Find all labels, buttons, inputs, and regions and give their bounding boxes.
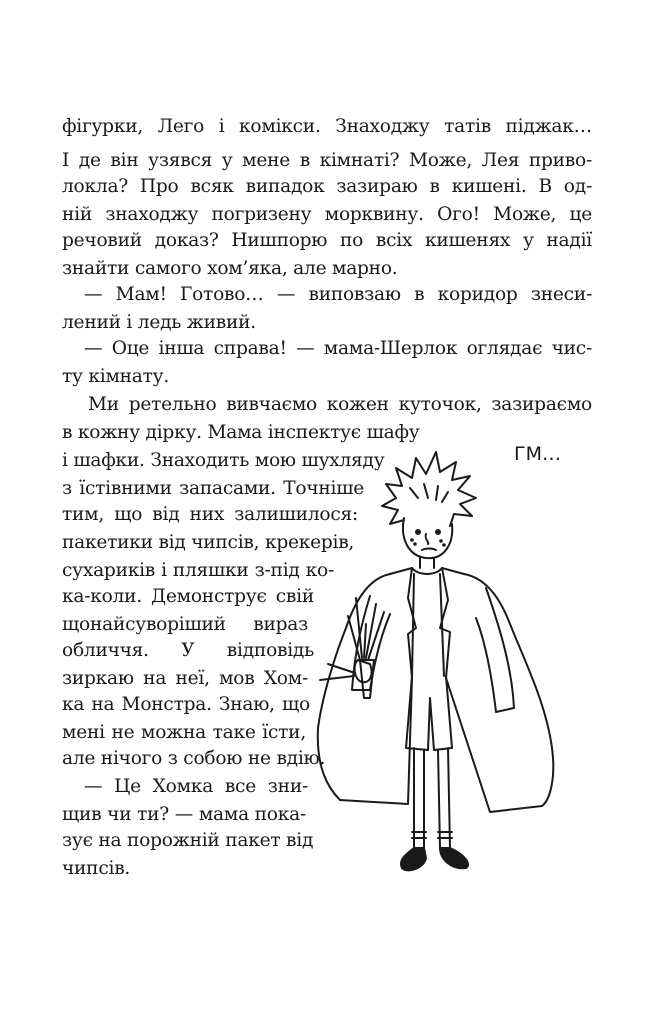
text-line: в кожну дірку. Мама інспектує шафу xyxy=(62,422,420,443)
text-line: обличчя. У відповідь xyxy=(62,640,314,661)
text-line: локла? Про всяк випадок зазираю в кишені. В од- xyxy=(62,176,592,197)
text-line: зує на порожній пакет від xyxy=(62,830,314,851)
text-line: щив чи ти? — мама пока- xyxy=(62,804,306,825)
text-line: зиркаю на неї, мов Хом- xyxy=(62,668,308,689)
text-line: і шафки. Знаходить мою шухляду xyxy=(62,450,385,471)
text-line: І де він узявся у мене в кімнаті? Може, Лея приво- xyxy=(62,150,592,171)
text-line: ка на Монстра. Знаю, що xyxy=(62,694,310,715)
text-line: пакетики від чипсів, крекерів, xyxy=(62,532,355,553)
text-line: тим, що від них залишилося: xyxy=(62,504,358,525)
text-line: Ми ретельно вивчаємо кожен куточок, зазираємо xyxy=(88,394,592,415)
text-line: ка-коли. Демонструє свій xyxy=(62,586,314,607)
text-line: знайти самого хом’яка, але марно. xyxy=(62,258,398,279)
text-line: сухариків і пляшки з-під ко- xyxy=(62,560,334,581)
text-line: — Це Хомка все зни- xyxy=(84,776,308,797)
text-line: але нічого з собою не вдію. xyxy=(62,748,326,769)
text-line: — Оце інша справа! — мама-Шерлок оглядає чис- xyxy=(84,338,592,359)
text-line: мені не можна таке їсти, xyxy=(62,722,306,743)
text-line: з їстівними запасами. Точніше xyxy=(62,478,364,499)
text-line: ту кімнату. xyxy=(62,366,170,387)
text-line: фігурки, Лего і комікси. Знаходжу татів піджак… xyxy=(62,116,592,137)
text-line: ній знаходжу погризену морквину. Ого! Може, це xyxy=(62,204,592,225)
text-line: — Мам! Готово… — виповзаю в коридор знеси- xyxy=(84,284,592,305)
boy-in-coat-illustration xyxy=(300,428,580,898)
hm-caption: ГМ… xyxy=(514,443,561,465)
text-line: лений і ледь живий. xyxy=(62,312,256,333)
text-line: чипсів. xyxy=(62,858,131,879)
text-line: щонайсуворіший вираз xyxy=(62,614,308,635)
text-line: речовий доказ? Нишпорю по всіх кишенях у надії xyxy=(62,230,592,251)
